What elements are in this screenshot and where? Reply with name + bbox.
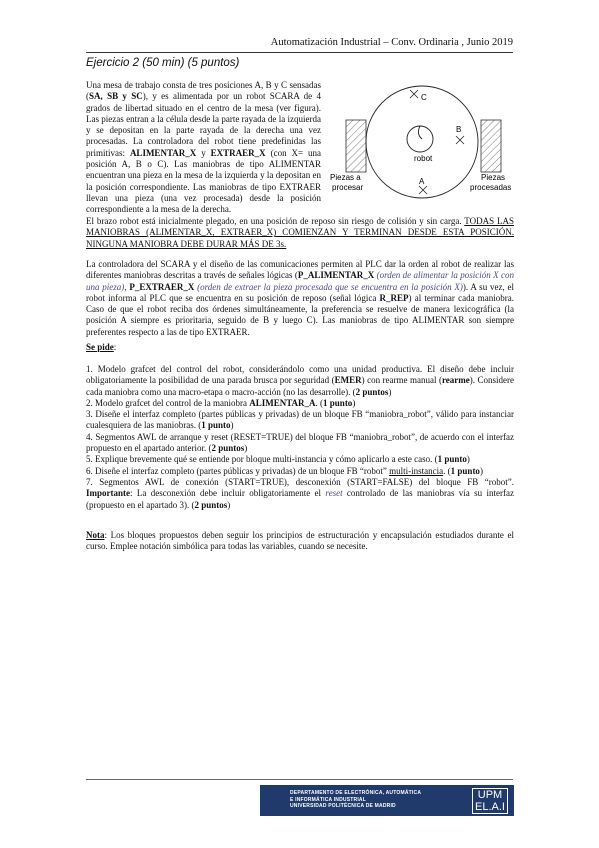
position-a-marker xyxy=(419,186,427,194)
signal-note-1: (orden de alimentar la posición X con una pieza) xyxy=(86,270,514,292)
q7-text-3: controlado de las maniobras vía su interfaz (propuesto en el apartado 3). ( xyxy=(86,488,514,510)
question-item-4 xyxy=(86,432,514,455)
right-table xyxy=(481,120,501,172)
signal-note-2: (orden de extraer la pieza procesada que se encuentra en la posición X) xyxy=(194,281,463,292)
note-text: : Los bloques propuestos deben seguir los principios de estructuración y encapsulación estudiados durante el curso. Emplee notación simbólica para todas las variables, cuando se necesite. xyxy=(86,530,514,552)
question-item-7 xyxy=(86,477,514,511)
q7-text-2: : La desconexión debe incluir obligatoriamente el xyxy=(130,488,326,499)
q1-points: 2 puntos xyxy=(355,386,389,397)
question-item-5 xyxy=(86,454,514,465)
q1-close: ) xyxy=(388,386,392,397)
department-logo-band xyxy=(260,785,514,816)
q7-importante: Importante xyxy=(86,488,130,499)
se-pide-heading xyxy=(86,342,514,353)
left-table-label-2: procesar xyxy=(332,183,364,192)
controller-paragraph xyxy=(86,259,514,338)
dept-line-3: UNIVERSIDAD POLITÉCNICA DE MADRID xyxy=(290,803,396,810)
para1-text: El brazo robot está inicialmente plegado, en una posición de reposo sin riesgo de colisión y sin carga. xyxy=(86,216,465,226)
q2-maneuver: ALIMENTAR_A xyxy=(249,397,316,408)
q2-close: ) xyxy=(352,397,356,408)
q1-text-3: ). Considere cada maniobra como una macro-etapa o macro-acción (no las desarrolle). ( xyxy=(86,375,514,397)
header-rule xyxy=(86,52,513,53)
q4-close: ) xyxy=(244,443,248,454)
department-name xyxy=(290,790,421,810)
exercise-title: Ejercicio 2 (50 min) (5 puntos) xyxy=(86,57,240,69)
intro-text-4: (con X= una posición A, B o C). Las maniobras de tipo ALIMENTAR encuentran una pieza en la mesa de la izquierda y la depositan en la posición correspondiente. Las maniobras de tipo EXTRAER llevan una pieza (una vez procesada) desde la posición correspondiente a la mesa de la derecha. xyxy=(86,147,322,215)
robot-arm xyxy=(418,126,422,139)
q6-text: 6. Diseñe el interfaz completo (partes públicas y privadas) de un bloque FB “robot” xyxy=(86,465,390,476)
upm-logo-top: UPM xyxy=(477,789,503,801)
q7-close: ) xyxy=(227,499,231,510)
left-table xyxy=(346,120,366,172)
q3-points: 1 punto xyxy=(201,420,231,431)
dept-line-2: E INFORMÁTICA INDUSTRIAL xyxy=(290,796,366,803)
q4-points: 2 puntos xyxy=(211,443,245,454)
dept-line-1: DEPARTAMENTO DE ELECTRÓNICA, AUTOMÁTICA xyxy=(290,790,422,796)
intro-paragraph xyxy=(86,80,321,216)
q1-text: 1. Modelo grafcet del control del robot, considerándolo como una unidad productiva. El diseño debe incluir obligatoriamente la posibilidad de una parada brusca por seguridad ( xyxy=(86,364,514,386)
q7-text: 7. Segmentos AWL de conexión (START=TRUE), desconexión (START=FALSE) del bloque FB “robot”. xyxy=(86,476,514,487)
robot-base xyxy=(407,126,433,152)
q6-close: ) xyxy=(479,465,483,476)
q5-points: 1 punto xyxy=(437,454,467,465)
q5-close: ) xyxy=(466,454,470,465)
question-list xyxy=(86,364,514,511)
note-paragraph xyxy=(86,530,514,553)
footer-rule xyxy=(86,779,513,780)
intro-text-1: Una mesa de trabajo consta de tres posiciones A, B y C sensadas ( xyxy=(86,80,321,102)
question-item-6 xyxy=(86,466,514,477)
intro-sensors: SA, SB y SC xyxy=(89,91,143,102)
label-c: C xyxy=(421,93,427,102)
signal-p-extraer: P_EXTRAER_X xyxy=(129,281,195,292)
q4-text: 4. Segmentos AWL de arranque y reset (RESET=TRUE) del bloque FB “maniobra_robot”, de acuerdo con el interfaz propuesto en el apartado anterior. ( xyxy=(86,431,514,454)
label-robot: robot xyxy=(414,154,433,163)
position-b-marker xyxy=(456,136,464,144)
q5-text: 5. Explique brevemente qué se entiende por bloque multi-instancia y cómo aplicarlo a este caso. ( xyxy=(86,454,438,465)
question-item-1 xyxy=(86,364,514,398)
q7-points: 2 puntos xyxy=(194,499,228,510)
q1-emer: EMER xyxy=(334,375,362,386)
upm-logo-bottom: EL.A.I xyxy=(475,801,505,813)
upm-logo xyxy=(472,788,508,814)
para2-text-1: La controladora del SCARA y el diseño de las comunicaciones permiten al PLC dar la orden al robot de realizar las diferentes maniobras descritas a través de señales lógicas ( xyxy=(86,259,514,281)
label-b: B xyxy=(456,125,462,134)
q3-close: ) xyxy=(230,420,234,431)
right-table-label-2: procesadas xyxy=(470,183,512,192)
se-pide-label: Se pide xyxy=(86,342,114,352)
scara-figure xyxy=(330,72,520,212)
initial-position-paragraph xyxy=(86,216,514,250)
q6-multi-instancia: multi-instancia xyxy=(389,465,444,476)
q3-text: 3. Diseñe el interfaz completo (partes públicas y privadas) de un bloque FB “maniobra_robot”, válido para instanciar cualesquiera de las maniobras. ( xyxy=(86,409,514,431)
q6-points: 1 punto xyxy=(450,465,480,476)
question-item-3 xyxy=(86,409,514,432)
para2-text-3: ). A su vez, el robot informa al PLC que se encuentra en su posición de reposo (señal lógica xyxy=(86,281,514,303)
para2-text-4: ) al terminar cada maniobra. Caso de que el robot reciba dos órdenes simultáneamente, la preferencia se resuelve de manera lexicográfica (la posición A siempre es prioritaria, seguido de B y luego C). Las maniobras de tipo ALIMENTAR son siempre preferentes respecto a las de tipo EXTRAER. xyxy=(86,292,514,337)
note-label: Nota xyxy=(86,530,105,540)
se-pide-colon: : xyxy=(113,342,117,352)
q2-text-2: . ( xyxy=(315,397,324,408)
q1-rearme: rearme xyxy=(441,375,470,386)
q6-text-2: . ( xyxy=(443,465,451,476)
intro-text-3: y xyxy=(196,147,211,158)
signal-p-alimentar: P_ALIMENTAR_X xyxy=(297,270,375,281)
primitive-alimentar: ALIMENTAR_X xyxy=(129,147,197,158)
q2-text: 2. Modelo grafcet del control de la maniobra xyxy=(86,397,250,408)
left-table-label-1: Piezas a xyxy=(330,173,361,182)
intro-text-2: ), y es alimentada por un robot SCARA de 4 grados de libertad situado en el centro de la mesa (ver figura). Las piezas entran a la célula desde la parte rayada de la izquierda y se depositan en la parte rayada de la derecha una vez procesadas. La controladora del robot tiene predefinidas las primitivas: xyxy=(86,91,321,158)
question-item-2 xyxy=(86,398,514,409)
q1-text-2: ) con rearme manual ( xyxy=(361,375,442,386)
para2-text-2: , xyxy=(124,281,130,292)
document-header: Automatización Industrial – Conv. Ordinaria , Junio 2019 xyxy=(270,37,513,48)
label-a: A xyxy=(419,177,425,186)
position-c-marker xyxy=(410,90,418,98)
q7-reset: reset xyxy=(325,488,343,499)
signal-r-rep: R_REP xyxy=(379,292,409,303)
right-table-label-1: Piezas xyxy=(481,173,506,182)
q2-points: 1 punto xyxy=(323,397,353,408)
para1-underlined: TODAS LAS MANIOBRAS (ALIMENTAR_X, EXTRAER_X) COMIENZAN Y TERMINAN DESDE ESTA POSICIÓN. NINGUNA MANIOBRA DEBE DURAR MÁS DE 3s. xyxy=(86,216,514,249)
primitive-extraer: EXTRAER_X xyxy=(210,147,266,158)
